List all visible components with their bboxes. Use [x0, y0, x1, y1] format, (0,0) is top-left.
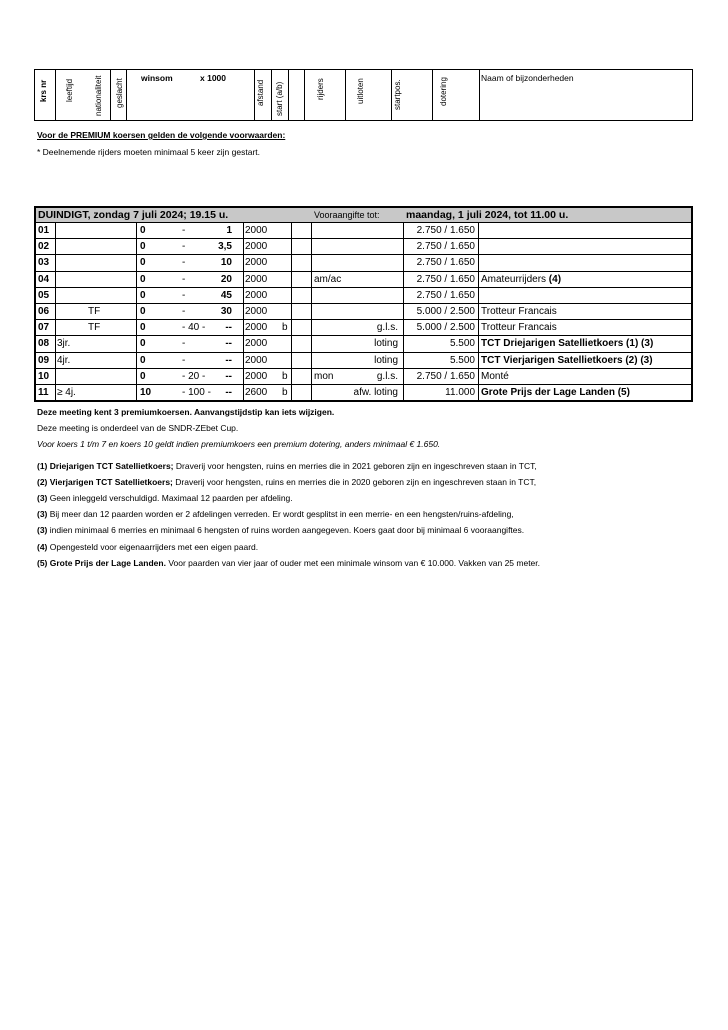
divider	[311, 288, 312, 303]
divider	[55, 336, 56, 351]
divider	[55, 239, 56, 254]
legend-x1000: x 1000	[200, 73, 226, 83]
footnote	[37, 477, 536, 487]
divider	[311, 304, 312, 319]
race-name: Amateurrijders (4)	[481, 273, 562, 285]
legend-naam: Naam of bijzonderheden	[481, 73, 574, 83]
divider	[291, 288, 292, 303]
race-uitloten: g.l.s.	[376, 370, 398, 382]
divider	[478, 239, 479, 254]
footnote-text: Draverij voor hengsten, ruins en merries die in 2021 geboren zijn en ingeschreven staan in TCT,	[173, 461, 537, 471]
divider	[403, 369, 404, 384]
race-dotering: 11.000	[445, 386, 475, 398]
divider	[478, 223, 479, 238]
race-distance: 2000	[245, 241, 268, 253]
divider	[55, 272, 56, 287]
divider	[291, 255, 292, 270]
race-distance: 2000	[245, 354, 268, 366]
legend-winsom: winsom	[141, 73, 173, 83]
divider	[243, 255, 244, 270]
meeting-header	[36, 208, 691, 223]
divider	[311, 385, 312, 400]
footnote-text: Draverij voor hengsten, ruins en merries die in 2020 geboren zijn en ingeschreven staan in TCT,	[172, 477, 537, 488]
divider	[478, 272, 479, 287]
divider	[478, 369, 479, 384]
race-winsom-from: 0	[140, 273, 146, 285]
divider	[136, 320, 137, 335]
footnote-text: Geen inleggeld verschuldigd. Maximaal 12 paarden per afdeling.	[47, 493, 293, 504]
race-winsom-mid: -	[182, 338, 186, 350]
race-name: Trotteur Francais	[481, 305, 557, 317]
race-winsom-from: 10	[140, 386, 152, 398]
footnote-label: (1) Driejarigen TCT Satellietkoers;	[37, 461, 174, 471]
race-name: Grote Prijs der Lage Landen (5)	[481, 386, 630, 398]
race-winsom-from: 0	[140, 370, 146, 382]
race-distance: 2000	[245, 370, 268, 382]
race-uitloten: g.l.s.	[376, 322, 398, 334]
race-winsom-from: 0	[140, 289, 146, 301]
divider	[55, 223, 56, 238]
divider	[311, 320, 312, 335]
divider	[478, 353, 479, 368]
divider	[136, 239, 137, 254]
legend-afstand: afstand	[256, 79, 265, 106]
divider	[271, 70, 272, 120]
race-winsom-to: 30	[220, 305, 232, 317]
table-row	[36, 223, 691, 239]
divider	[291, 385, 292, 400]
race-number: 01	[38, 225, 50, 236]
divider	[345, 70, 346, 120]
divider	[291, 239, 292, 254]
divider	[478, 320, 479, 335]
divider	[136, 336, 137, 351]
race-number: 07	[38, 322, 50, 334]
divider	[403, 239, 404, 254]
divider	[291, 223, 292, 238]
race-age: ≥ 4j.	[57, 386, 76, 398]
divider	[291, 336, 292, 351]
divider	[403, 223, 404, 238]
legend-krs-nr: krs nr	[39, 79, 48, 102]
table-row	[36, 272, 691, 288]
divider	[288, 70, 289, 120]
footnote-label: (3)	[37, 525, 48, 536]
divider	[291, 304, 292, 319]
divider	[403, 385, 404, 400]
divider	[403, 304, 404, 319]
divider	[254, 70, 255, 120]
table-row	[36, 304, 691, 320]
table-row	[36, 288, 691, 304]
table-row	[36, 353, 691, 369]
footnote-text: Voor paarden van vier jaar of ouder met een minimale winsom van € 10.000. Vakken van 25 meter.	[165, 557, 541, 568]
table-row	[36, 385, 691, 400]
race-winsom-from: 0	[140, 257, 146, 269]
race-winsom-mid: - 40 -	[182, 322, 206, 334]
divider	[304, 70, 305, 120]
divider	[403, 336, 404, 351]
race-winsom-mid: -	[182, 257, 186, 269]
divider	[243, 320, 244, 335]
divider	[403, 255, 404, 270]
divider	[291, 272, 292, 287]
divider	[243, 353, 244, 368]
divider	[479, 70, 480, 120]
race-number: 03	[38, 257, 50, 269]
race-winsom-to: 10	[220, 257, 232, 269]
divider	[136, 288, 137, 303]
divider	[478, 385, 479, 400]
divider	[243, 369, 244, 384]
divider	[403, 320, 404, 335]
divider	[478, 304, 479, 319]
race-start: b	[282, 386, 288, 398]
race-uitloten: loting	[374, 338, 398, 350]
race-name: TCT Vierjarigen Satellietkoers (2) (3)	[481, 354, 653, 366]
race-dotering: 2.750 / 1.650	[416, 257, 475, 269]
divider	[311, 223, 312, 238]
divider	[403, 353, 404, 368]
divider	[110, 70, 111, 120]
divider	[291, 320, 292, 335]
race-distance: 2000	[245, 338, 268, 350]
divider	[243, 385, 244, 400]
legend-nationaliteit: nationaliteit	[94, 75, 103, 116]
footnote	[37, 542, 258, 552]
race-age: 3jr.	[57, 338, 71, 350]
footnote-text: Opengesteld voor eigenaarrijders met een eigen paard.	[47, 541, 259, 552]
vooraangifte-value: maandag, 1 juli 2024, tot 11.00 u.	[406, 209, 569, 221]
race-winsom-to: --	[225, 354, 232, 366]
divider	[55, 320, 56, 335]
footnote	[37, 558, 540, 568]
divider	[55, 288, 56, 303]
race-winsom-mid: -	[182, 354, 186, 366]
race-number: 10	[38, 370, 50, 382]
race-uitloten: loting	[374, 354, 398, 366]
race-winsom-to: --	[225, 322, 232, 334]
divider	[243, 223, 244, 238]
race-dotering: 2.750 / 1.650	[416, 289, 475, 301]
divider	[243, 288, 244, 303]
legend-dotering: dotering	[439, 77, 448, 106]
race-distance: 2000	[245, 322, 268, 334]
premium-line: * Deelnemende rijders moeten minimaal 5 keer zijn gestart.	[37, 147, 260, 157]
race-dotering: 5.500	[449, 354, 475, 366]
divider	[136, 255, 137, 270]
footnote	[37, 525, 524, 535]
divider	[391, 70, 392, 120]
race-dotering: 5.500	[449, 338, 475, 350]
race-winsom-to: 1	[226, 225, 232, 236]
table-row	[36, 369, 691, 385]
race-winsom-mid: - 20 -	[182, 370, 206, 382]
divider	[136, 272, 137, 287]
note-dotering: Voor koers 1 t/m 7 en koers 10 geldt indien premiumkoers een premium dotering, anders minimaal € 1.650.	[37, 439, 441, 449]
vooraangifte-label: Vooraangifte tot:	[314, 210, 380, 220]
table-row	[36, 239, 691, 255]
divider	[55, 255, 56, 270]
divider	[478, 255, 479, 270]
race-number: 04	[38, 273, 50, 285]
race-winsom-from: 0	[140, 241, 146, 253]
legend-geslacht: geslacht	[115, 78, 124, 108]
divider	[136, 385, 137, 400]
race-winsom-from: 0	[140, 322, 146, 334]
race-winsom-from: 0	[140, 338, 146, 350]
divider	[55, 304, 56, 319]
race-winsom-to: --	[225, 338, 232, 350]
legend-table	[34, 69, 693, 121]
legend-rijders: rijders	[316, 78, 325, 100]
race-winsom-from: 0	[140, 305, 146, 317]
divider	[243, 336, 244, 351]
race-winsom-mid: -	[182, 241, 186, 253]
table-row	[36, 255, 691, 271]
race-name-suffix: (4)	[546, 273, 562, 285]
legend-startpos: startpos.	[393, 79, 402, 110]
table-row	[36, 320, 691, 336]
race-distance: 2000	[245, 305, 268, 317]
race-table	[34, 206, 693, 402]
footnote-label: (3)	[37, 509, 48, 520]
race-start: b	[282, 370, 288, 382]
race-number: 08	[38, 338, 50, 350]
race-winsom-to: 45	[220, 289, 232, 301]
footnote	[37, 461, 537, 471]
race-name: TCT Driejarigen Satellietkoers (1) (3)	[481, 338, 654, 350]
race-dotering: 5.000 / 2.500	[416, 305, 475, 317]
divider	[311, 255, 312, 270]
divider	[243, 304, 244, 319]
legend-start: start (a/b)	[275, 81, 284, 116]
divider	[311, 272, 312, 287]
divider	[291, 353, 292, 368]
race-dotering: 2.750 / 1.650	[416, 225, 475, 236]
divider	[55, 70, 56, 120]
divider	[432, 70, 433, 120]
race-winsom-to: 3,5	[218, 241, 232, 253]
divider	[311, 336, 312, 351]
race-distance: 2000	[245, 289, 268, 301]
race-dotering: 2.750 / 1.650	[416, 370, 475, 382]
race-distance: 2600	[245, 386, 268, 398]
race-number: 06	[38, 305, 50, 317]
divider	[403, 288, 404, 303]
divider	[55, 385, 56, 400]
race-dotering: 2.750 / 1.650	[416, 241, 475, 253]
footnote	[37, 493, 293, 503]
note-cup: Deze meeting is onderdeel van de SNDR-ZEbet Cup.	[37, 423, 239, 433]
divider	[136, 223, 137, 238]
divider	[243, 272, 244, 287]
divider	[403, 272, 404, 287]
race-dotering: 5.000 / 2.500	[416, 322, 475, 334]
race-distance: 2000	[245, 225, 268, 236]
divider	[311, 369, 312, 384]
note-premium-count: Deze meeting kent 3 premiumkoersen. Aanvangstijdstip kan iets wijzigen.	[37, 407, 335, 417]
divider	[136, 369, 137, 384]
footnote-label: (5) Grote Prijs der Lage Landen.	[37, 557, 166, 568]
race-name: Trotteur Francais	[481, 322, 557, 334]
table-row	[36, 336, 691, 352]
legend-uitloten: uitloten	[356, 78, 365, 104]
race-start: b	[282, 322, 288, 334]
divider	[126, 70, 127, 120]
divider	[55, 353, 56, 368]
race-distance: 2000	[245, 257, 268, 269]
race-winsom-to: --	[225, 386, 232, 398]
race-winsom-from: 0	[140, 225, 146, 236]
divider	[311, 353, 312, 368]
race-winsom-mid: -	[182, 305, 186, 317]
divider	[136, 304, 137, 319]
race-name: Monté	[481, 370, 509, 382]
race-rijders: mon	[314, 370, 334, 382]
race-distance: 2000	[245, 273, 268, 285]
race-winsom-mid: - 100 -	[182, 386, 211, 398]
premium-heading: Voor de PREMIUM koersen gelden de volgende voorwaarden:	[37, 130, 286, 140]
race-winsom-mid: -	[182, 273, 186, 285]
divider	[311, 239, 312, 254]
race-uitloten: afw. loting	[353, 386, 398, 398]
race-number: 11	[38, 386, 49, 398]
divider	[478, 336, 479, 351]
race-number: 05	[38, 289, 50, 301]
divider	[243, 239, 244, 254]
legend-leeftijd: leeftijd	[65, 78, 74, 102]
footnote	[37, 509, 514, 519]
race-dotering: 2.750 / 1.650	[416, 273, 475, 285]
divider	[136, 353, 137, 368]
race-nationality: TF	[88, 322, 101, 334]
footnote-label: (3)	[37, 493, 48, 504]
divider	[291, 369, 292, 384]
meeting-title: DUINDIGT, zondag 7 juli 2024; 19.15 u.	[38, 209, 229, 221]
footnote-label: (4)	[37, 541, 48, 552]
race-rows	[36, 223, 691, 400]
race-rijders: am/ac	[314, 273, 342, 285]
race-number: 02	[38, 241, 50, 253]
race-nationality: TF	[88, 305, 101, 317]
race-age: 4jr.	[57, 354, 71, 366]
race-winsom-mid: -	[182, 225, 186, 236]
race-winsom-to: --	[225, 370, 232, 382]
race-number: 09	[38, 354, 50, 366]
race-winsom-from: 0	[140, 354, 146, 366]
divider	[55, 369, 56, 384]
divider	[478, 288, 479, 303]
footnote-text: indien minimaal 6 merries en minimaal 6 hengsten of ruins worden aangegeven. Koers gaat door bij minimaal 6 vooraangiftes.	[47, 525, 525, 536]
race-winsom-mid: -	[182, 289, 186, 301]
race-winsom-to: 20	[220, 273, 232, 285]
footnote-label: (2) Vierjarigen TCT Satellietkoers;	[37, 477, 173, 488]
footnote-text: Bij meer dan 12 paarden worden er 2 afdelingen verreden. Er wordt gesplitst in een merrie- en een hengsten/ruins-afdeling,	[47, 509, 514, 520]
